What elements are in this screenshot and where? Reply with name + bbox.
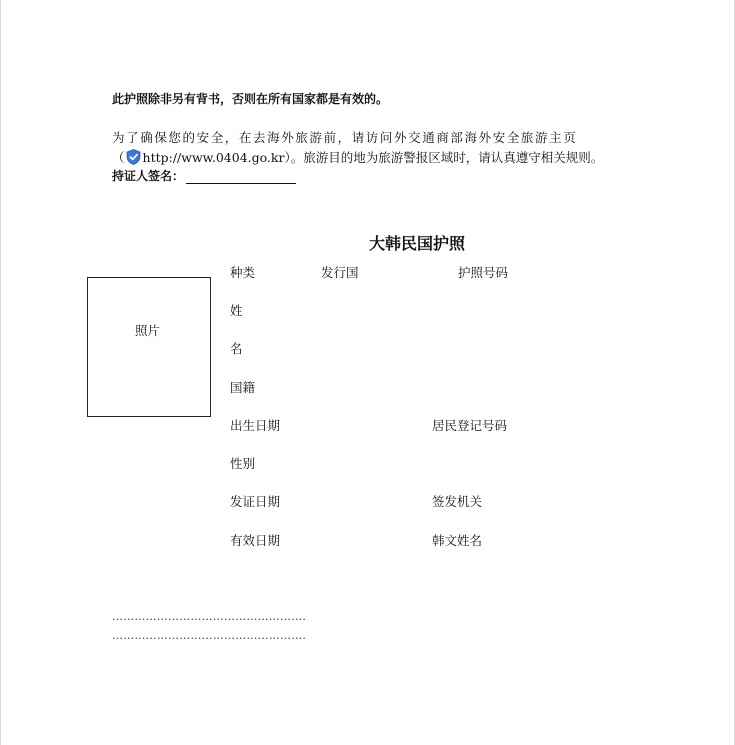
mofa-url-link[interactable]: http://www.0404.go.kr: [142, 149, 285, 165]
open-paren: （: [112, 150, 125, 165]
field-issue-date-label: 发证日期: [230, 494, 281, 509]
field-nationality-label: 国籍: [230, 380, 256, 395]
signature-row: [112, 167, 296, 184]
signature-line: [186, 170, 296, 184]
signature-label: 持证人签名：: [112, 169, 185, 183]
field-issuing-authority-label: 签发机关: [432, 494, 483, 509]
passport-title: 大韩民国护照: [369, 234, 466, 253]
field-given-name-label: 名: [230, 341, 243, 356]
field-passport-no-label: 护照号码: [458, 265, 509, 280]
field-issuing-country-label: 发行国: [321, 265, 359, 280]
field-resident-no-label: 居民登记号码: [432, 418, 508, 433]
field-expiry-date-label: 有效日期: [230, 533, 281, 548]
photo-box: [87, 277, 211, 417]
field-korean-name-label: 韩文姓名: [432, 533, 483, 548]
shield-icon: [126, 149, 141, 165]
travel-advice-line2: [112, 148, 603, 166]
photo-label: 照片: [135, 323, 161, 338]
mrz-line-1: …………………………………………….: [112, 610, 307, 623]
field-birth-date-label: 出生日期: [230, 418, 281, 433]
field-surname-label: 姓: [230, 303, 243, 318]
mrz-line-2: …………………………………………….: [112, 629, 307, 642]
travel-advice-rest: ）。旅游目的地为旅游警报区域时，请认真遵守相关规则。: [284, 150, 604, 165]
field-sex-label: 性别: [230, 456, 256, 471]
field-type-label: 种类: [230, 265, 256, 280]
validity-notice: 此护照除非另有背书，否则在所有国家都是有效的。: [112, 92, 389, 106]
travel-advice-line1: 为了确保您的安全，在去海外旅游前，请访问外交通商部海外安全旅游主页: [112, 130, 578, 145]
